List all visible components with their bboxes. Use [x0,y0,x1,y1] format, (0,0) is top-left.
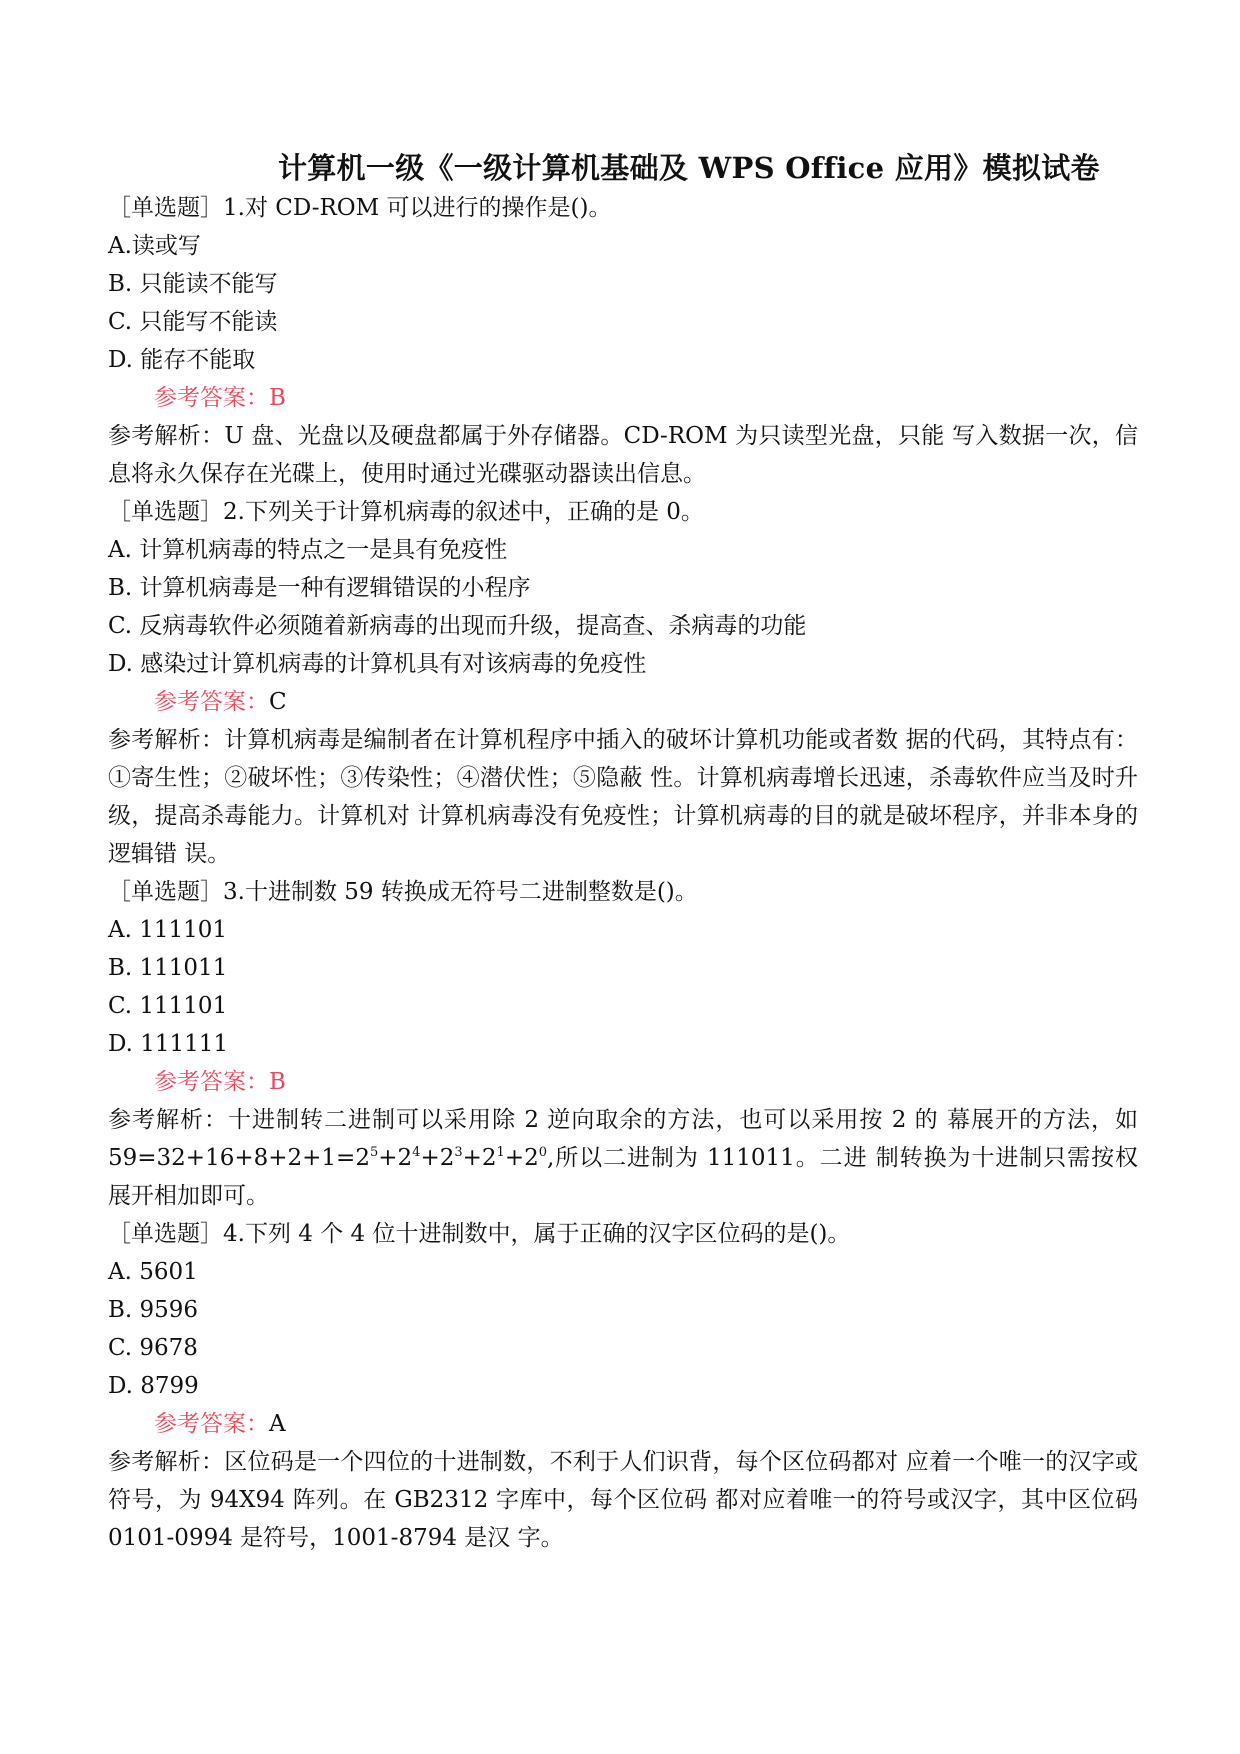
answer-analysis: 参考解析：计算机病毒是编制者在计算机程序中插入的破坏计算机功能或者数 据的代码，其特点有：①寄生性；②破坏性；③传染性；④潜伏性；⑤隐蔽 性。计算机病毒增长迅速，杀毒软件应当及时升级，提高杀毒能力。计算机对 计算机病毒没有免疫性；计算机病毒的目的就是破坏程序，并非本身的逻辑错 误。 [108,727,1138,867]
analysis-text: 参考解析：十进制转二进制可以采用除 2 逆向取余的方法，也可以采用按 2 的 幕展开的方法，如 59=32+16+8+2+1=2 [108,1107,1138,1171]
answer-value: A [269,1411,286,1437]
reference-answer [108,1063,1138,1101]
option-b: B. 9596 [108,1297,199,1323]
answer-label: 参考答案： [154,1069,269,1095]
option-c: C. 只能写不能读 [108,309,278,335]
question-stem: ［单选题］2.下列关于计算机病毒的叙述中，正确的是 0。 [108,499,704,525]
option-b: B. 只能读不能写 [108,271,278,297]
option-c: C. 111101 [108,993,228,1019]
exponent: 5 [369,1145,379,1160]
answer-label: 参考答案： [154,1411,269,1437]
question-list [108,189,1138,1557]
answer-value: B [269,385,286,411]
option-d: D. 8799 [108,1373,199,1399]
reference-answer [108,1405,1138,1443]
option-a: A. 计算机病毒的特点之一是具有免疫性 [108,537,508,563]
exponent: 1 [496,1145,505,1160]
option-a: A. 5601 [108,1259,198,1285]
exponent: 3 [454,1145,463,1160]
exponent: 4 [412,1145,421,1160]
analysis-text: +2 [420,1145,455,1171]
option-a: A.读或写 [108,233,201,259]
option-c: C. 9678 [108,1335,198,1361]
reference-answer [108,379,1138,417]
analysis-text: +2 [378,1145,413,1171]
question-stem: ［单选题］4.下列 4 个 4 位十进制数中，属于正确的汉字区位码的是()。 [108,1221,851,1247]
exponent: 0 [538,1145,547,1160]
option-a: A. 111101 [108,917,228,943]
option-b: B. 111011 [108,955,228,981]
option-c: C. 反病毒软件必须随着新病毒的出现而升级，提高查、杀病毒的功能 [108,613,807,639]
answer-analysis: 参考解析：区位码是一个四位的十进制数，不利于人们识背，每个区位码都对 应着一个唯一的汉字或符号，为 94X94 阵列。在 GB2312 字库中，每个区位码 都对应着唯一的符号或汉字，其中区位码 0101-0994 是符号，1001-8794 是汉 字。 [108,1449,1138,1551]
answer-label: 参考答案： [154,689,269,715]
answer-analysis [108,1101,1138,1215]
option-d: D. 能存不能取 [108,347,256,373]
reference-answer [108,683,1138,721]
analysis-text: +2 [504,1145,539,1171]
option-b: B. 计算机病毒是一种有逻辑错误的小程序 [108,575,531,601]
analysis-text: +2 [462,1145,497,1171]
answer-analysis: 参考解析：U 盘、光盘以及硬盘都属于外存储器。CD-ROM 为只读型光盘，只能 写入数据一次，信息将永久保存在光碟上，使用时通过光碟驱动器读出信息。 [108,423,1138,487]
option-d: D. 111111 [108,1031,229,1057]
question-stem: ［单选题］3.十进制数 59 转换成无符号二进制整数是()。 [108,879,698,905]
answer-value: C [269,689,287,715]
answer-value: B [269,1069,286,1095]
document-title: 计算机一级《一级计算机基础及 WPS Office 应用》模拟试卷 [278,151,1100,185]
question-stem: ［单选题］1.对 CD-ROM 可以进行的操作是()。 [108,195,612,221]
option-d: D. 感染过计算机病毒的计算机具有对该病毒的免疫性 [108,651,647,677]
answer-label: 参考答案： [154,385,269,411]
analysis-text: ,所以二进制为 111011。二进 制转换为十进制只需按权展开相加即可。 [108,1145,1138,1209]
